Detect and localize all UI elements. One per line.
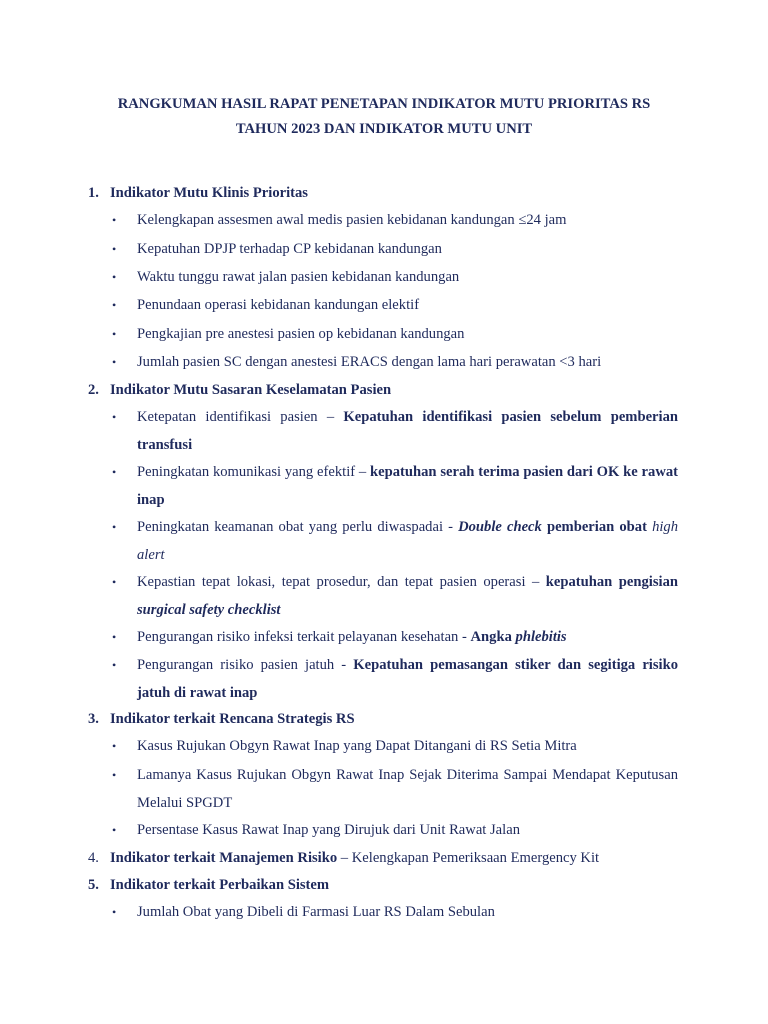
list-item (112, 762, 678, 817)
title-line-1: RANGKUMAN HASIL RAPAT PENETAPAN INDIKATOR MUTU PRIORITAS RS (117, 96, 651, 112)
list-item (112, 321, 678, 349)
list-item-text: Waktu tunggu rawat jalan pasien kebidanan kandungan (137, 269, 460, 285)
list-item-text (137, 624, 678, 652)
bullet-icon: • (112, 768, 117, 782)
item-italic-text: high alert (137, 519, 679, 563)
section-label: Indikator terkait Perbaikan Sistem (110, 877, 330, 893)
section-number: 5. (88, 877, 99, 893)
item-bold-italic-text: surgical safety checklist (137, 601, 281, 618)
section-1-heading (88, 183, 688, 203)
document-title (0, 92, 768, 142)
list-item (112, 899, 678, 927)
section-4-heading (88, 848, 688, 868)
list-item-text: Jumlah Obat yang Dibeli di Farmasi Luar RS Dalam Sebulan (137, 904, 495, 920)
item-bold-text: kepatuhan serah terima pasien dari OK ke rawat inap (137, 464, 679, 508)
section-number: 2. (88, 382, 99, 398)
bullet-icon: • (112, 242, 117, 256)
bullet-icon: • (112, 823, 117, 837)
list-item-text: Pengkajian pre anestesi pasien op kebidanan kandungan (137, 326, 465, 342)
list-item (112, 652, 678, 707)
bullet-icon: • (112, 298, 117, 312)
list-item-text: Kepatuhan DPJP terhadap CP kebidanan kandungan (137, 241, 442, 257)
list-item-text: Kasus Rujukan Obgyn Rawat Inap yang Dapat Ditangani di RS Setia Mitra (137, 738, 577, 754)
section-label: Indikator Mutu Klinis Prioritas (110, 185, 308, 201)
bullet-icon: • (112, 630, 117, 644)
item-plain-text: Ketepatan identifikasi pasien – (137, 409, 344, 425)
section-suffix: – Kelengkapan Pemeriksaan Emergency Kit (337, 850, 600, 866)
bullet-icon: • (112, 327, 117, 341)
section-label: Indikator terkait Manajemen Risiko (110, 850, 338, 866)
section-number: 3. (88, 711, 99, 727)
item-plain-text: Peningkatan keamanan obat yang perlu diwaspadai - (137, 519, 459, 535)
list-item (112, 733, 678, 761)
list-item-text: Kelengkapan assesmen awal medis pasien kebidanan kandungan ≤24 jam (137, 212, 567, 228)
bullet-icon: • (112, 213, 117, 227)
list-item-text (137, 652, 678, 707)
bullet-icon: • (112, 739, 117, 753)
list-item-text: Persentase Kasus Rawat Inap yang Dirujuk dari Unit Rawat Jalan (137, 822, 520, 838)
list-item-text (137, 569, 678, 624)
item-bold-text: kepatuhan pengisian (545, 574, 678, 590)
item-plain-text: Kepastian tepat lokasi, tepat prosedur, dan tepat pasien operasi – (137, 574, 546, 590)
title-line-2: TAHUN 2023 DAN INDIKATOR MUTU UNIT (235, 121, 533, 137)
item-bold-text: pemberian obat (541, 519, 647, 535)
bullet-icon: • (112, 520, 117, 534)
section-number: 4. (88, 850, 99, 866)
item-plain-text: Pengurangan risiko infeksi terkait pelayanan kesehatan - (137, 629, 471, 645)
item-plain-text: Peningkatan komunikasi yang efektif – (137, 464, 371, 480)
bullet-icon: • (112, 410, 117, 424)
list-item-text (137, 404, 678, 459)
section-2-heading (88, 380, 688, 400)
list-item (112, 292, 678, 320)
section-label: Indikator terkait Rencana Strategis RS (110, 711, 355, 727)
item-plain-text: Pengurangan risiko pasien jatuh - (137, 657, 354, 673)
list-item (112, 264, 678, 292)
bullet-icon: • (112, 355, 117, 369)
item-bold-text: Kepatuhan identifikasi pasien sebelum pemberian transfusi (137, 409, 678, 453)
list-item-text (137, 459, 678, 514)
bullet-icon: • (112, 270, 117, 284)
list-item (112, 236, 678, 264)
list-item-text: Lamanya Kasus Rujukan Obgyn Rawat Inap Sejak Diterima Sampai Mendapat Keputusan Melalui SPGDT (137, 767, 678, 811)
list-item (112, 349, 678, 377)
bullet-icon: • (112, 575, 117, 589)
section-5-heading (88, 875, 688, 895)
item-bold-italic-text: Double check (458, 519, 542, 535)
item-bold-italic-text: phlebitis (515, 629, 567, 645)
section-number: 1. (88, 185, 99, 201)
list-item (112, 404, 678, 459)
list-item-text: Penundaan operasi kebidanan kandungan elektif (137, 297, 420, 313)
list-item (112, 624, 678, 652)
list-item (112, 459, 678, 514)
list-item-text: Jumlah pasien SC dengan anestesi ERACS dengan lama hari perawatan <3 hari (137, 354, 602, 370)
section-3-heading (88, 709, 688, 729)
list-item (112, 514, 678, 569)
item-bold-text: Angka (470, 629, 516, 645)
bullet-icon: • (112, 905, 117, 919)
list-item (112, 569, 678, 624)
list-item (112, 817, 678, 845)
section-label: Indikator Mutu Sasaran Keselamatan Pasien (110, 382, 392, 398)
list-item-text (137, 514, 678, 569)
list-item (112, 207, 678, 235)
item-bold-text: Kepatuhan pemasangan stiker dan segitiga risiko jatuh di rawat inap (137, 657, 678, 701)
bullet-icon: • (112, 658, 117, 672)
bullet-icon: • (112, 465, 117, 479)
